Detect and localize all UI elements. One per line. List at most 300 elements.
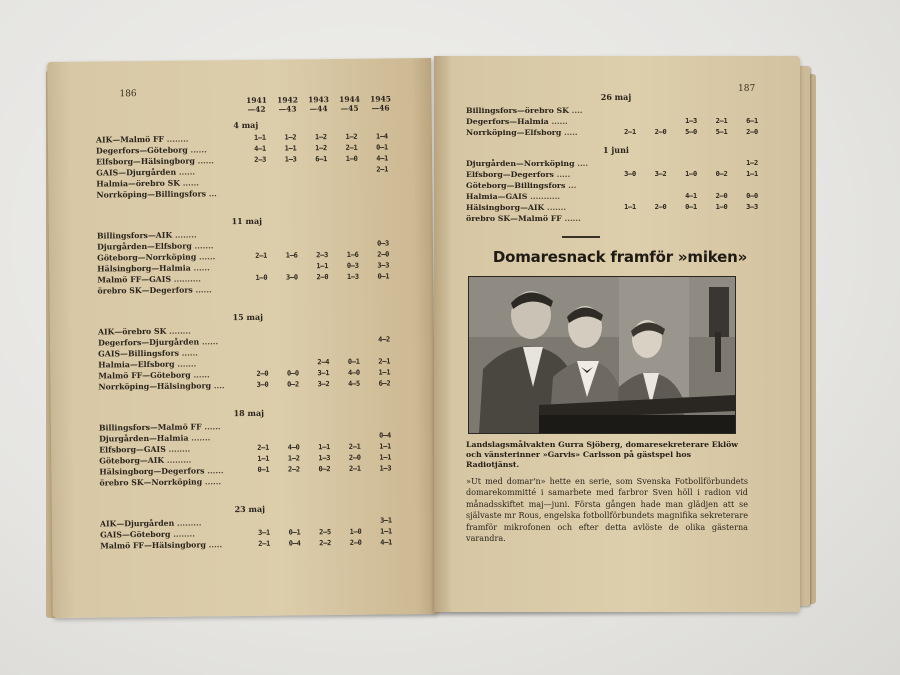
season-result: 2—0 <box>349 538 362 547</box>
leader-dots: ...... <box>194 156 214 166</box>
season-result: 0—1 <box>377 272 390 281</box>
match-results <box>246 186 396 199</box>
leader-dots: ...... <box>561 214 581 223</box>
season-result: 5—1 <box>715 128 728 136</box>
fixture-row <box>466 105 766 116</box>
fixture-round <box>96 118 397 200</box>
season-result <box>247 240 275 251</box>
leader-dots: ... <box>205 189 217 199</box>
season-result: 1—0 <box>715 203 728 211</box>
season-result <box>277 228 305 239</box>
match-teams: Djurgården—Norrköping <box>466 159 575 168</box>
leader-dots: ....... <box>191 241 214 251</box>
leader-dots: ...... <box>202 477 222 487</box>
season-result: 2—1 <box>345 143 358 152</box>
leader-dots: ...... <box>199 337 219 347</box>
match-teams: GAIS—Billingsfors <box>98 348 179 359</box>
leader-dots: .... <box>574 159 589 168</box>
season-result: 3—0 <box>624 170 636 178</box>
match-teams: AIK—Malmö FF <box>95 134 165 145</box>
season-column-header <box>336 95 362 113</box>
season-result: 1—1 <box>379 442 392 451</box>
leader-dots: ...... <box>190 370 210 380</box>
season-result <box>248 325 276 336</box>
season-result: 1—3 <box>284 155 297 164</box>
season-result <box>339 283 367 294</box>
season-result <box>341 475 369 486</box>
season-result: 2—1 <box>258 539 271 548</box>
leader-dots: ........ <box>164 134 189 144</box>
season-result: 0—3 <box>346 261 359 270</box>
match-teams: Billingsfors—Malmö FF <box>98 422 202 433</box>
leader-dots: ...... <box>196 252 216 262</box>
match-cell <box>96 188 246 201</box>
leader-dots: ...... <box>548 117 568 126</box>
season-end-year: —45 <box>340 103 359 113</box>
season-result <box>677 158 705 169</box>
season-result: 2—0 <box>746 128 758 136</box>
match-teams: Djurgården—Halmia <box>99 433 189 444</box>
leader-dots: ...... <box>192 285 212 295</box>
season-result <box>708 158 736 169</box>
round-date: 4 maj <box>233 119 259 131</box>
season-result: 2—0 <box>316 273 329 282</box>
match-teams: Norrköping—Elfsborg <box>466 128 562 137</box>
season-result: 2—0 <box>654 203 667 211</box>
season-result: 3—0 <box>256 380 269 389</box>
leader-dots: ...... <box>190 263 210 273</box>
season-result: 0—0 <box>286 369 299 378</box>
season-end-year: —42 <box>247 104 266 114</box>
season-result: 0—1 <box>288 528 301 537</box>
match-teams: Djurgården—Elfsborg <box>96 241 192 252</box>
season-result: 1—4 <box>375 132 388 141</box>
season-result: 4—1 <box>376 154 389 163</box>
season-result <box>370 345 398 356</box>
match-teams: Malmö FF—Hälsingborg <box>100 540 206 551</box>
round-date: 11 maj <box>231 215 263 227</box>
season-result <box>738 213 766 224</box>
fixture-round <box>99 406 400 488</box>
season-result: 0—0 <box>746 192 758 200</box>
season-result: 1—1 <box>624 203 636 211</box>
match-teams: Malmö FF—Göteborg <box>98 370 191 381</box>
season-result <box>369 227 397 238</box>
season-result <box>277 176 305 187</box>
season-result <box>647 105 675 116</box>
match-teams: Norrköping—Billingsfors <box>96 189 207 200</box>
season-result: 1—0 <box>345 154 358 163</box>
match-results <box>616 213 766 224</box>
season-result <box>310 420 338 431</box>
left-page <box>47 58 437 618</box>
season-result <box>309 335 337 346</box>
season-result <box>677 105 705 116</box>
match-teams: Hälsingborg—Halmia <box>97 263 191 274</box>
season-result <box>279 357 307 368</box>
season-result <box>277 187 305 198</box>
season-result <box>616 105 644 116</box>
season-result: 0—1 <box>685 203 697 211</box>
radio-studio-photo <box>468 276 736 434</box>
right-page <box>434 56 800 612</box>
season-result <box>616 158 644 169</box>
season-result <box>341 516 369 527</box>
season-result: 0—1 <box>347 357 360 366</box>
season-result <box>308 283 336 294</box>
match-teams: GAIS—Djurgården <box>96 167 177 178</box>
fixture-row <box>466 202 766 213</box>
season-result: 3—1 <box>380 516 392 525</box>
season-result: 4—1 <box>254 144 266 153</box>
season-result: 1—1 <box>378 368 391 377</box>
season-result <box>246 177 274 188</box>
match-teams: Hälsingborg—Degerfors <box>99 466 205 477</box>
season-result: 4—2 <box>378 335 390 344</box>
match-teams: örebro SK—Norrköping <box>99 477 203 488</box>
match-teams: Göteborg—Norrköping <box>97 252 197 263</box>
season-column-header <box>274 95 300 113</box>
leader-dots: ...... <box>201 422 221 432</box>
season-result: 2—1 <box>348 464 361 473</box>
match-teams: Billingsfors—örebro SK <box>466 106 569 115</box>
fixture-row <box>97 282 397 296</box>
photo-caption: Landslagsmålvakten Gurra Sjöberg, domaresekreterare Eklöw och vänsterinner »Garvis» Carlsson på gästspel hos Radiotjänst. <box>466 440 739 469</box>
season-result: 0—2 <box>715 170 728 178</box>
leader-dots: ....... <box>174 359 197 369</box>
season-result: 1—3 <box>379 464 392 473</box>
season-result <box>708 180 736 191</box>
leader-dots: .......... <box>171 274 201 284</box>
leader-dots: ...... <box>187 145 207 155</box>
season-result: 1—1 <box>318 443 331 452</box>
match-cell <box>466 169 616 180</box>
season-result <box>340 346 368 357</box>
season-result <box>338 176 366 187</box>
season-result: 2—1 <box>624 128 636 136</box>
season-result <box>280 475 308 486</box>
leader-dots: ..... <box>553 170 571 179</box>
season-result <box>278 283 306 294</box>
match-teams: AIK—Djurgården <box>99 518 175 529</box>
season-result <box>277 239 305 250</box>
match-results <box>248 378 398 391</box>
match-teams: Elfsborg—Degerfors <box>466 170 554 179</box>
round-date: 1 juni <box>603 145 629 155</box>
match-cell <box>466 213 616 224</box>
match-teams: AIK—örebro SK <box>97 326 167 337</box>
season-result <box>647 213 675 224</box>
season-result: 4—5 <box>348 379 360 388</box>
season-result: 2—1 <box>378 357 391 366</box>
season-result: 2—0 <box>654 128 667 136</box>
season-result: 1—6 <box>346 250 359 259</box>
match-cell <box>466 191 616 202</box>
match-results <box>247 282 397 295</box>
leader-dots: ......... <box>174 518 202 528</box>
match-results <box>249 474 399 487</box>
match-results <box>616 105 766 116</box>
season-result: 1—1 <box>253 133 266 142</box>
season-end-year: —44 <box>309 104 328 114</box>
leader-dots: ........ <box>170 529 195 539</box>
fixture-row <box>466 116 766 127</box>
season-result <box>340 431 368 442</box>
leader-dots: ........... <box>527 192 561 201</box>
season-result <box>248 347 276 358</box>
season-result <box>309 324 337 335</box>
season-result: 4—0 <box>347 368 360 377</box>
leader-dots: ...... <box>204 466 224 476</box>
match-cell <box>100 539 250 552</box>
season-header <box>243 94 393 114</box>
season-end-year: —43 <box>278 104 297 114</box>
season-result: 3—3 <box>746 203 758 211</box>
fixture-round <box>100 502 400 551</box>
match-cell <box>466 127 616 138</box>
match-results <box>616 191 766 202</box>
fixture-row <box>99 474 399 488</box>
match-cell <box>466 180 616 191</box>
season-result <box>246 166 274 177</box>
season-result: 1—2 <box>287 454 300 463</box>
season-result: 2—0 <box>377 250 390 259</box>
season-result: 1—2 <box>315 144 327 153</box>
season-result <box>647 116 675 127</box>
match-results <box>616 116 766 127</box>
match-teams: Norrköping—Hälsingborg <box>98 381 212 392</box>
article-headline: Domaresnack framför »miken» <box>492 248 748 266</box>
leader-dots: ...... <box>176 167 196 177</box>
leader-dots: ..... <box>205 540 223 550</box>
season-result <box>308 228 336 239</box>
left-page-number: 186 <box>119 89 137 100</box>
match-results <box>616 169 766 180</box>
season-result <box>278 324 306 335</box>
season-result <box>738 105 766 116</box>
season-result: 1—2 <box>746 159 758 167</box>
season-result <box>309 346 337 357</box>
round-date: 26 maj <box>600 92 632 102</box>
season-result <box>339 324 367 335</box>
season-result <box>307 176 335 187</box>
match-teams: Göteborg—Billingsfors <box>466 181 566 190</box>
season-result <box>616 213 644 224</box>
season-start-year: 1945 <box>370 94 391 104</box>
season-result: 2—2 <box>319 539 332 548</box>
season-result <box>279 346 307 357</box>
season-result <box>338 239 366 250</box>
season-result: 0—2 <box>318 465 331 474</box>
match-teams: GAIS—Göteborg <box>100 529 171 540</box>
open-book <box>50 48 830 616</box>
season-result <box>280 516 308 527</box>
season-result: 2—1 <box>376 165 389 174</box>
fixture-row <box>466 158 766 169</box>
season-result <box>708 105 736 116</box>
article-body: »Ut med domar'n» hette en serie, som Svenska Fotbollförbundets domarekommitté i samarbete med farbror Sven höll i radion vid månadsskiftet maj—juni. Första gången hade man glädjen att se självaste mr Rous, engelska fotbollförbundets magnifika sekreterare framför mikrofonen och efter detta avlöste de olika gästerna varandra. <box>466 476 748 544</box>
season-result: 1—2 <box>314 133 327 142</box>
season-result <box>278 335 306 346</box>
season-result <box>248 358 276 369</box>
season-result <box>371 419 399 430</box>
season-result: 2—0 <box>256 369 269 378</box>
season-result: 4—1 <box>685 192 697 200</box>
match-cell <box>99 476 249 489</box>
match-cell <box>466 105 616 116</box>
season-result <box>249 476 277 487</box>
season-result <box>708 213 736 224</box>
season-result: 2—1 <box>255 251 268 260</box>
match-teams: Degerfors—Halmia <box>466 117 549 126</box>
leader-dots: .... <box>210 381 225 391</box>
season-result: 6—1 <box>746 117 758 125</box>
season-result: 1—6 <box>285 251 298 260</box>
match-teams: Degerfors—Göteborg <box>95 145 188 156</box>
fixture-row <box>98 378 398 392</box>
season-result: 6—1 <box>315 155 328 164</box>
season-result: 3—3 <box>377 261 390 270</box>
season-result: 1—0 <box>685 170 697 178</box>
season-result <box>279 420 307 431</box>
season-result: 1—2 <box>284 133 297 142</box>
right-page-number: 187 <box>738 84 756 94</box>
match-results <box>616 127 766 138</box>
season-result <box>647 180 675 191</box>
season-result: 1—1 <box>746 170 758 178</box>
season-result <box>677 213 705 224</box>
season-result <box>338 165 366 176</box>
match-teams: örebro SK—Degerfors <box>97 285 193 296</box>
match-teams: Halmia—GAIS <box>466 192 528 201</box>
match-teams: örebro SK—Malmö FF <box>466 214 562 223</box>
season-result <box>339 335 367 346</box>
season-result: 0—3 <box>377 239 389 248</box>
season-result: 2—1 <box>257 443 270 452</box>
season-result <box>647 158 675 169</box>
season-result: 1—1 <box>379 453 392 462</box>
leader-dots: ........ <box>172 230 197 240</box>
fixture-row <box>466 191 766 202</box>
fixture-row <box>466 213 766 224</box>
season-end-year: —46 <box>371 103 390 113</box>
season-result <box>616 180 644 191</box>
season-result: 3—2 <box>317 380 330 389</box>
season-result: 5—0 <box>685 128 697 136</box>
leader-dots: ...... <box>178 348 199 358</box>
season-result <box>248 336 276 347</box>
fixture-row <box>96 186 396 200</box>
season-result: 4—0 <box>287 443 300 452</box>
season-result <box>250 517 278 528</box>
season-result <box>368 175 396 186</box>
match-cell <box>97 284 247 297</box>
fixture-round <box>466 145 766 224</box>
season-result: 4—1 <box>380 538 393 547</box>
fixture-row <box>466 169 766 180</box>
season-result: 3—0 <box>285 273 298 282</box>
fixture-row <box>100 537 400 551</box>
round-date: 18 maj <box>233 407 265 419</box>
season-start-year: 1941 <box>246 95 267 105</box>
match-results <box>616 158 766 169</box>
leader-dots: ........ <box>166 326 191 336</box>
leader-dots: ...... <box>179 178 200 188</box>
season-start-year: 1943 <box>308 95 329 105</box>
season-result <box>247 262 275 273</box>
match-teams: Elfsborg—Hälsingborg <box>96 156 195 167</box>
season-result: 2—2 <box>287 465 300 474</box>
season-result: 1—1 <box>257 454 270 463</box>
season-result: 1—0 <box>349 527 362 536</box>
season-result: 1—3 <box>318 454 331 463</box>
season-result: 0—2 <box>287 380 299 389</box>
match-results <box>250 537 400 550</box>
round-date: 15 maj <box>232 311 264 323</box>
season-result: 1—0 <box>255 273 268 282</box>
season-result: 2—1 <box>715 117 728 125</box>
match-teams: Elfsborg—GAIS <box>99 444 166 455</box>
season-result <box>249 421 277 432</box>
match-results <box>616 180 766 191</box>
season-column-header <box>367 94 393 112</box>
fixture-row <box>466 127 766 138</box>
season-result: 0—1 <box>376 143 388 152</box>
season-result: 2—3 <box>316 251 329 260</box>
season-column-header <box>305 95 331 113</box>
season-result: 1—1 <box>316 262 329 271</box>
season-result: 0—4 <box>288 539 301 548</box>
season-result <box>616 116 644 127</box>
season-start-year: 1944 <box>339 94 360 104</box>
match-cell <box>466 116 616 127</box>
season-result <box>368 186 396 197</box>
fixture-row <box>466 180 766 191</box>
match-teams: Hälsingborg—AIK <box>466 203 545 212</box>
fixture-round <box>98 310 399 392</box>
season-result: 2—4 <box>317 358 330 367</box>
season-result: 0—1 <box>257 465 270 474</box>
fixture-round <box>466 92 766 138</box>
season-result <box>647 191 675 202</box>
season-column-header <box>243 96 269 114</box>
section-divider <box>562 236 600 238</box>
season-result <box>311 516 339 527</box>
leader-dots: .... <box>568 106 583 115</box>
leader-dots: ..... <box>561 128 578 137</box>
season-start-year: 1942 <box>277 95 298 105</box>
season-result <box>338 228 366 239</box>
season-result: 1—2 <box>345 132 358 141</box>
season-result <box>310 475 338 486</box>
season-result <box>307 165 335 176</box>
season-result <box>279 431 307 442</box>
season-result: 1—3 <box>685 117 697 125</box>
season-result: 2—5 <box>319 528 331 537</box>
match-teams: Malmö FF—GAIS <box>97 274 172 285</box>
season-result: 2—0 <box>348 453 361 462</box>
season-result <box>616 191 644 202</box>
photo-illustration <box>469 277 735 433</box>
season-result <box>249 432 277 443</box>
season-result <box>246 188 274 199</box>
season-result <box>738 180 766 191</box>
season-result <box>369 282 397 293</box>
leader-dots: ... <box>565 181 577 190</box>
match-cell <box>466 158 616 169</box>
match-teams: Halmia—Elfsborg <box>98 359 175 370</box>
leader-dots: ........ <box>165 444 191 454</box>
